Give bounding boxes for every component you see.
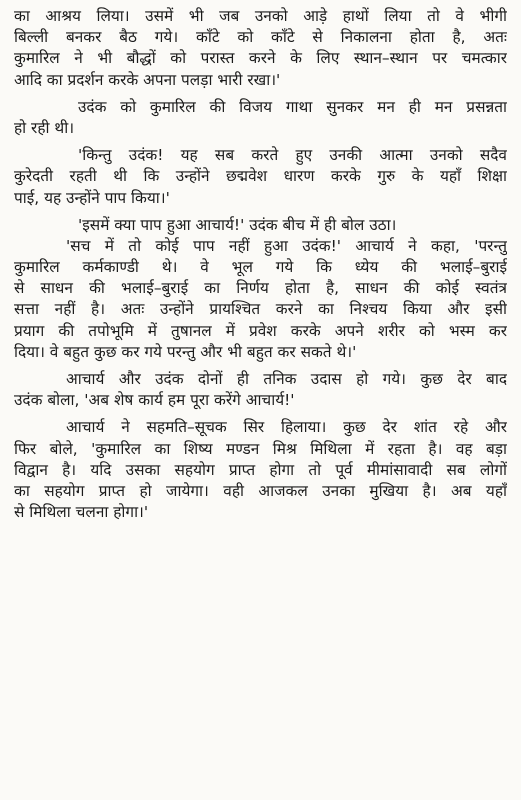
text-line: सत्ता नहीं है। अतः उन्होंने प्रायश्चित करने का निश्चय किया और इसी (14, 300, 507, 319)
text-line: कुमारिल ने भी बौद्धों को परास्त करने के लिए स्थान–स्थान पर चमत्कार (14, 49, 507, 68)
text-line: विद्वान है। यदि उसका सहयोग प्राप्त होगा तो पूर्व मीमांसावादी सब लोगों (14, 460, 507, 479)
text-line: का सहयोग प्राप्त हो जायेगा। वही आजकल उनका मुखिया है। अब यहाँ (14, 481, 507, 500)
text-line: से साधन की भलाई–बुराई का निर्णय होता है, साधन की कोई स्वतंत्र (14, 279, 507, 298)
text-line: 'इसमें क्या पाप हुआ आचार्य!' उदंक बीच में ही बोल उठा। (78, 215, 397, 234)
text-line: आदि का प्रदर्शन करके अपना पलड़ा भारी रखा।' (14, 70, 281, 89)
text-line: उदंक बोला, 'अब शेष कार्य हम पूरा करेंगे आचार्य!' (14, 391, 295, 410)
text-line: दिया। वे बहुत कुछ कर गये परन्तु और भी बहुत कर सकते थे।' (14, 342, 357, 361)
text-line: 'सच में तो कोई पाप नहीं हुआ उदंक!' आचार्य ने कहा, 'परन्तु (66, 236, 507, 255)
text-line: कुरेदती रहती थी कि उन्होंने छद्मवेश धारण करके गुरु के यहाँ शिक्षा (14, 167, 507, 186)
text-line: प्रयाग की तपोभूमि में तुषानल में प्रवेश करके अपने शरीर को भस्म कर (14, 321, 507, 340)
text-line: 'किन्तु उदंक! यह सब करते हुए उनकी आत्मा उनको सदैव (78, 146, 507, 165)
text-line: आचार्य और उदंक दोनों ही तनिक उदास हो गये। कुछ देर बाद (66, 370, 507, 388)
text-line: हो रही थी। (14, 118, 75, 137)
text-line: आचार्य ने सहमति–सूचक सिर हिलाया। कुछ देर शांत रहे और (66, 418, 507, 437)
text-line: बिल्ली बनकर बैठ गये। काँटे को काँटे से निकालना होता है, अतः (14, 28, 507, 47)
text-line: उदंक को कुमारिल की विजय गाथा सुनकर मन ही मन प्रसन्नता (78, 97, 507, 116)
text-line: का आश्रय लिया। उसमें भी जब उनको आड़े हाथों लिया तो वे भीगी (14, 7, 507, 25)
text-line: फिर बोले, 'कुमारिल का शिष्य मण्डन मिश्र मिथिला में रहता है। वह बड़ा (14, 439, 507, 458)
text-line: से मिथिला चलना होगा।' (14, 503, 149, 522)
text-line: पाई, यह उन्होंने पाप किया।' (14, 188, 170, 207)
text-line: कुमारिल कर्मकाण्डी थे। वे भूल गये कि ध्येय की भलाई–बुराई (14, 258, 507, 277)
